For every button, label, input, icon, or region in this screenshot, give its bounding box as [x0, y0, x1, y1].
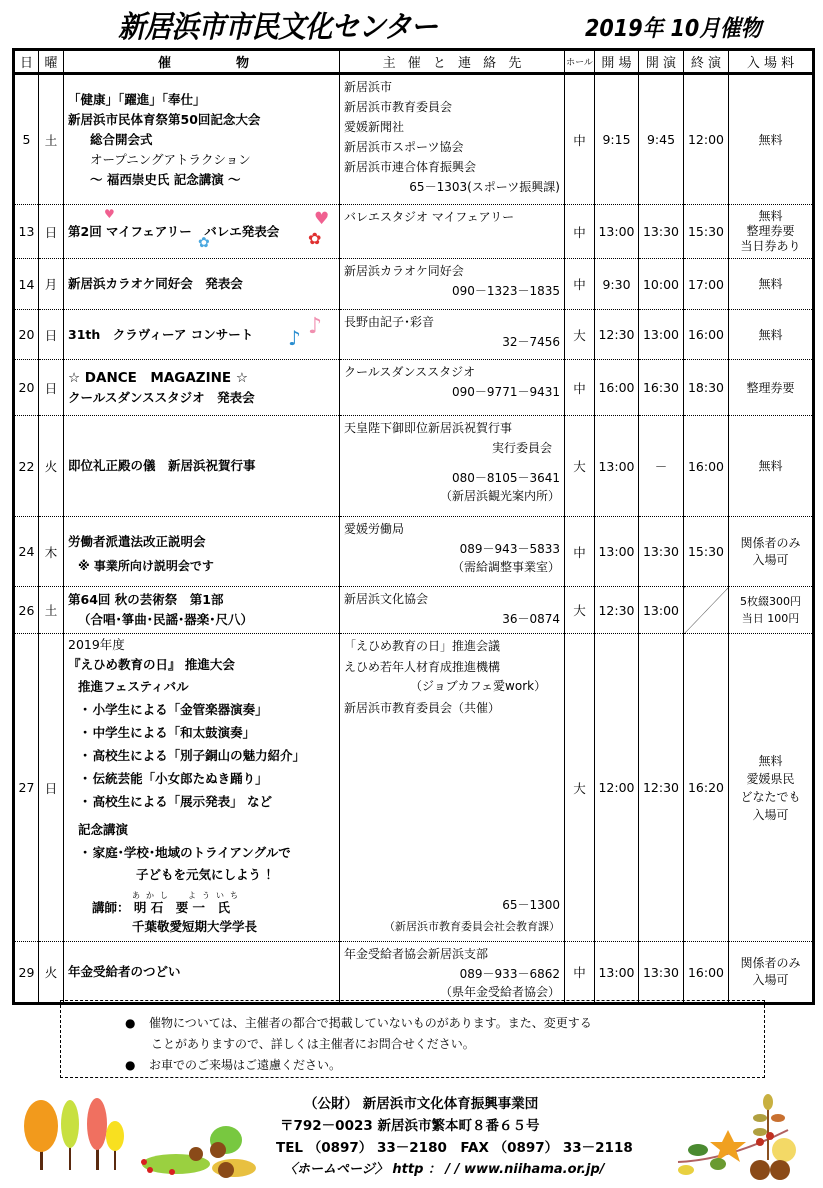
col-open: 開 場: [595, 50, 639, 74]
end-cell: 15:30: [684, 517, 729, 587]
org-line: 愛媛新聞社: [344, 120, 405, 134]
event-line: ･ 高校生による「展示発表」 など: [82, 794, 272, 809]
fee-line: 入場可: [752, 807, 789, 822]
table-row: [14, 517, 814, 587]
fee-cell: [729, 517, 814, 587]
table-header: [14, 50, 814, 74]
org-contact-note: （需給調整事業室）: [451, 560, 560, 574]
flower-icon: ✿: [198, 235, 210, 251]
event-cell: [64, 74, 340, 205]
note-item: [127, 1013, 764, 1034]
start-cell: 9:45: [639, 74, 684, 205]
day-cell: 14: [14, 259, 39, 310]
event-line: 推進フェスティバル: [78, 679, 189, 694]
event-line: 『えひめ教育の日』 推進大会: [68, 657, 235, 672]
end-cell: 16:00: [684, 416, 729, 517]
open-cell: 12:30: [595, 587, 639, 634]
day-cell: 20: [14, 360, 39, 416]
table-row: [14, 259, 814, 310]
fee-line: 無料: [758, 209, 783, 223]
fee-cell: [729, 205, 814, 259]
org-line: 新居浜市教育委員会: [344, 100, 453, 114]
note-text: 催物については、主催者の都合で掲載していないものがあります。また、変更する: [149, 1016, 592, 1030]
start-cell: 12:30: [639, 634, 684, 942]
weekday-cell: 月: [39, 259, 64, 310]
hall-cell: 中: [565, 205, 595, 259]
footer-homepage-link[interactable]: 〈ホームページ〉 http ： / / www.niihama.or.jp/: [284, 1162, 605, 1177]
event-line: ～ 福西崇史氏 記念講演 ～: [90, 171, 241, 187]
event-line: オープニングアトラクション: [90, 151, 251, 167]
ruby-reading: あかし よういち: [132, 891, 244, 900]
table-row: [14, 205, 814, 259]
weekday-cell: 土: [39, 587, 64, 634]
start-cell: 13:30: [639, 942, 684, 1004]
event-cell: [64, 259, 340, 310]
day-cell: 27: [14, 634, 39, 942]
org-line: 「えひめ教育の日」推進会議: [344, 639, 501, 653]
heart-icon: ♥: [314, 209, 330, 229]
org-line: 長野由記子･彩音: [344, 315, 435, 329]
event-line: 記念講演: [78, 822, 129, 837]
event-line: ･ 伝統芸能「小女郎たぬき踊り」: [82, 771, 268, 786]
chestnut-leaves-illustration: [136, 1120, 261, 1182]
note-text: ことがありますので、詳しくは主催者にお問合せください。: [151, 1037, 475, 1051]
fee-line: 無料: [758, 753, 783, 768]
event-line: 第2回 マイフェアリー バレエ発表会: [68, 223, 280, 239]
month-title: 2019年 10月催物: [585, 16, 762, 42]
event-line: 講師： 明 石 要 一 氏: [92, 900, 231, 915]
end-cell: 16:20: [684, 634, 729, 942]
open-cell: 13:00: [595, 942, 639, 1004]
organizer-cell: [340, 259, 565, 310]
music-note-icon: ♪: [288, 326, 301, 350]
fee-line: 愛媛県民: [746, 771, 795, 786]
start-cell: 13:00: [639, 310, 684, 360]
org-line: 新居浜文化協会: [344, 592, 429, 606]
weekday-cell: 火: [39, 416, 64, 517]
event-line: 2019年度: [68, 637, 125, 652]
hall-cell: 大: [565, 416, 595, 517]
fee-cell: [729, 74, 814, 205]
event-line: 「健康」「躍進」「奉仕」: [68, 91, 206, 107]
weekday-cell: 土: [39, 74, 64, 205]
heart-icon: ♥: [104, 207, 115, 221]
org-line: 新居浜市: [344, 80, 393, 94]
open-cell: 12:30: [595, 310, 639, 360]
open-cell: 12:00: [595, 634, 639, 942]
hall-cell: 大: [565, 587, 595, 634]
start-cell: 13:00: [639, 587, 684, 634]
open-cell: 9:15: [595, 74, 639, 205]
table-row: [14, 942, 814, 1004]
organizer-cell: [340, 942, 565, 1004]
hall-cell: 中: [565, 360, 595, 416]
end-cell: 17:00: [684, 259, 729, 310]
col-hall: ホール: [565, 50, 595, 74]
org-line: バレエスタジオ マイフェアリー: [344, 210, 515, 224]
org-contact: 090－9771－9431: [452, 385, 560, 399]
fee-line: 5枚綴300円: [740, 595, 801, 608]
event-line: 即位礼正殿の儀 新居浜祝賀行事: [68, 458, 256, 473]
event-cell: [64, 942, 340, 1004]
table-row: [14, 634, 814, 942]
end-cell: 16:00: [684, 942, 729, 1004]
event-line: ･ 高校生による「別子銅山の魅力紹介」: [82, 748, 306, 763]
event-cell: [64, 517, 340, 587]
event-line: 総合開会式: [90, 131, 153, 147]
start-cell: 13:30: [639, 205, 684, 259]
org-contact: 32－7456: [502, 335, 560, 349]
organizer-cell: [340, 205, 565, 259]
fee-line: 整理券要: [746, 380, 795, 395]
day-cell: 29: [18, 964, 35, 980]
open-cell: 9:30: [595, 259, 639, 310]
page-title: 新居浜市市民文化センター: [118, 10, 438, 45]
table-row: [14, 310, 814, 360]
org-contact-note: （新居浜観光案内所）: [439, 489, 560, 503]
end-cell: 12:00: [684, 74, 729, 205]
note-item: [127, 1055, 764, 1076]
day-cell: 20: [14, 310, 39, 360]
end-cell-empty: [684, 587, 729, 634]
day-cell: 22: [14, 416, 39, 517]
fee-line: 整理券要: [746, 224, 795, 238]
col-weekday: 曜: [39, 50, 64, 74]
event-line: 子どもを元気にしよう ！: [136, 867, 278, 882]
org-contact: 089－933－6862: [459, 967, 560, 981]
org-line: 新居浜カラオケ同好会: [344, 264, 464, 278]
fee-cell: [729, 416, 814, 517]
table-row: [14, 416, 814, 517]
hall-cell: 中: [565, 942, 595, 1004]
organizer-cell: [340, 74, 565, 205]
fee-cell: [729, 360, 814, 416]
fee-line: 無料: [758, 459, 783, 473]
flower-icon: ✿: [308, 229, 322, 248]
weekday-cell: 日: [39, 634, 64, 942]
hall-cell: 大: [565, 634, 595, 942]
open-cell: 13:00: [595, 205, 639, 259]
event-line: 年金受給者のつどい: [68, 964, 181, 979]
org-line: 新居浜市スポーツ協会: [344, 140, 464, 154]
end-cell: 16:00: [684, 310, 729, 360]
org-contact: 65－1303(スポーツ振興課): [409, 180, 560, 194]
org-contact: 090－1323－1835: [452, 284, 560, 298]
event-line: ･ 中学生による「和太鼓演奏」: [82, 725, 256, 740]
event-line: （合唱･箏曲･民謡･器楽･尺八）: [78, 612, 254, 627]
hall-cell: 大: [565, 310, 595, 360]
fee-cell: [729, 634, 814, 942]
hall-cell: 中: [565, 74, 595, 205]
col-organizer: 主 催 と 連 絡 先: [340, 50, 565, 74]
event-cell: [64, 416, 340, 517]
col-event: 催 物: [64, 50, 340, 74]
organizer-cell: [340, 360, 565, 416]
event-line: 新居浜市民体育祭第50回記念大会: [68, 111, 261, 127]
hall-cell: 中: [565, 517, 595, 587]
end-cell: 15:30: [684, 205, 729, 259]
org-line: 天皇陛下御即位新居浜祝賀行事: [344, 421, 513, 435]
table-row: [14, 587, 814, 634]
fee-line: 当日券あり: [740, 239, 801, 253]
footer-tel-fax: TEL （0897） 33－2180 FAX （0897） 33－2118: [276, 1140, 633, 1156]
org-contact-note: （県年金受給者協会）: [439, 985, 560, 999]
footer-contact: [274, 1093, 654, 1181]
fee-line: 無料: [758, 132, 783, 147]
fee-line: 関係者のみ: [740, 956, 801, 970]
org-line: クールスダンススタジオ: [344, 365, 476, 379]
table-row: [14, 360, 814, 416]
org-line: えひめ若年人材育成推進機構: [344, 660, 501, 674]
fee-line: どなたでも: [740, 789, 801, 804]
autumn-branch-illustration: [668, 1090, 803, 1182]
day-cell: 24: [14, 517, 39, 587]
start-cell: 13:30: [639, 517, 684, 587]
end-cell: 18:30: [684, 360, 729, 416]
notes-box: [60, 1000, 765, 1078]
event-line: クールスダンススタジオ 発表会: [68, 389, 255, 405]
org-line: 新居浜市教育委員会（共催）: [344, 701, 501, 715]
hall-cell: 中: [565, 259, 595, 310]
weekday-cell: 日: [39, 310, 64, 360]
event-line: 労働者派遣法改正説明会: [68, 533, 206, 549]
bullet-icon: ●: [125, 1016, 136, 1030]
event-cell: [64, 310, 340, 360]
col-day: 日: [14, 50, 39, 74]
music-note-icon: ♪: [308, 314, 323, 339]
fee-line: 入場可: [752, 973, 789, 987]
org-contact: 089－943－5833: [459, 542, 560, 556]
org-line: 実行委員会: [491, 441, 552, 455]
org-contact: 36－0874: [502, 612, 560, 626]
fee-line: 無料: [758, 327, 783, 342]
table-row: [14, 74, 814, 205]
fee-line: 当日 100円: [741, 612, 800, 625]
event-cell: [64, 360, 340, 416]
event-line: 新居浜カラオケ同好会 発表会: [68, 276, 243, 291]
event-line: ☆ DANCE MAGAZINE ☆: [68, 369, 248, 386]
event-line: ※ 事業所向け説明会です: [78, 558, 214, 573]
event-line: ･ 家庭･学校･地域のトライアングルで: [82, 845, 291, 860]
col-fee: 入 場 料: [729, 50, 814, 74]
footer-org: （公財） 新居浜市文化体育振興事業団: [304, 1096, 539, 1112]
org-line: 新居浜市連合体育振興会: [344, 160, 477, 174]
organizer-cell: [340, 517, 565, 587]
organizer-cell: [340, 587, 565, 634]
fee-cell: [729, 942, 814, 1004]
fee-line: 入場可: [752, 552, 789, 567]
org-contact: 65－1300: [502, 898, 560, 912]
footer-address: 〒792－0023 新居浜市繁本町８番６５号: [280, 1118, 540, 1134]
start-cell: 10:00: [639, 259, 684, 310]
open-cell: 13:00: [595, 517, 639, 587]
open-cell: 16:00: [595, 360, 639, 416]
org-contact: 080－8105－3641: [452, 471, 560, 485]
day-cell: 5: [14, 74, 39, 205]
fee-cell: [729, 259, 814, 310]
start-cell: －: [639, 416, 684, 517]
fee-line: 関係者のみ: [740, 535, 801, 550]
weekday-cell: 日: [39, 205, 64, 259]
weekday-cell: 木: [39, 517, 64, 587]
event-line: 千葉敬愛短期大学学長: [132, 919, 258, 934]
start-cell: 16:30: [639, 360, 684, 416]
event-line: 31th クラヴィーア コンサート: [68, 326, 254, 342]
event-cell: [64, 587, 340, 634]
organizer-cell: [340, 634, 565, 942]
weekday-cell: 日: [39, 360, 64, 416]
fee-line: 無料: [758, 277, 783, 291]
weekday-cell: 火: [39, 942, 64, 1004]
org-line: 愛媛労働局: [344, 522, 405, 536]
schedule-table: [12, 48, 815, 1005]
autumn-trees-illustration: [14, 1092, 124, 1172]
fee-cell: [729, 310, 814, 360]
day-cell: 13: [14, 205, 39, 259]
bullet-icon: ●: [125, 1058, 136, 1072]
open-cell: 13:00: [595, 416, 639, 517]
organizer-cell: [340, 416, 565, 517]
event-cell: [64, 634, 340, 942]
fee-cell: [729, 587, 814, 634]
org-line: 年金受給者協会新居浜支部: [344, 947, 489, 961]
col-start: 開 演: [639, 50, 684, 74]
org-line: （ジョブカフェ愛work）: [410, 679, 547, 693]
col-end: 終 演: [684, 50, 729, 74]
note-text: お車でのご来場はご遠慮ください。: [149, 1058, 342, 1072]
event-line: 第64回 秋の芸術祭 第1部: [68, 592, 224, 607]
event-cell: [64, 205, 340, 259]
day-cell: 26: [14, 587, 39, 634]
org-contact-note: （新居浜市教育委員会社会教育課）: [384, 920, 560, 933]
event-line: ･ 小学生による「金管楽器演奏」: [82, 702, 268, 717]
organizer-cell: [340, 310, 565, 360]
